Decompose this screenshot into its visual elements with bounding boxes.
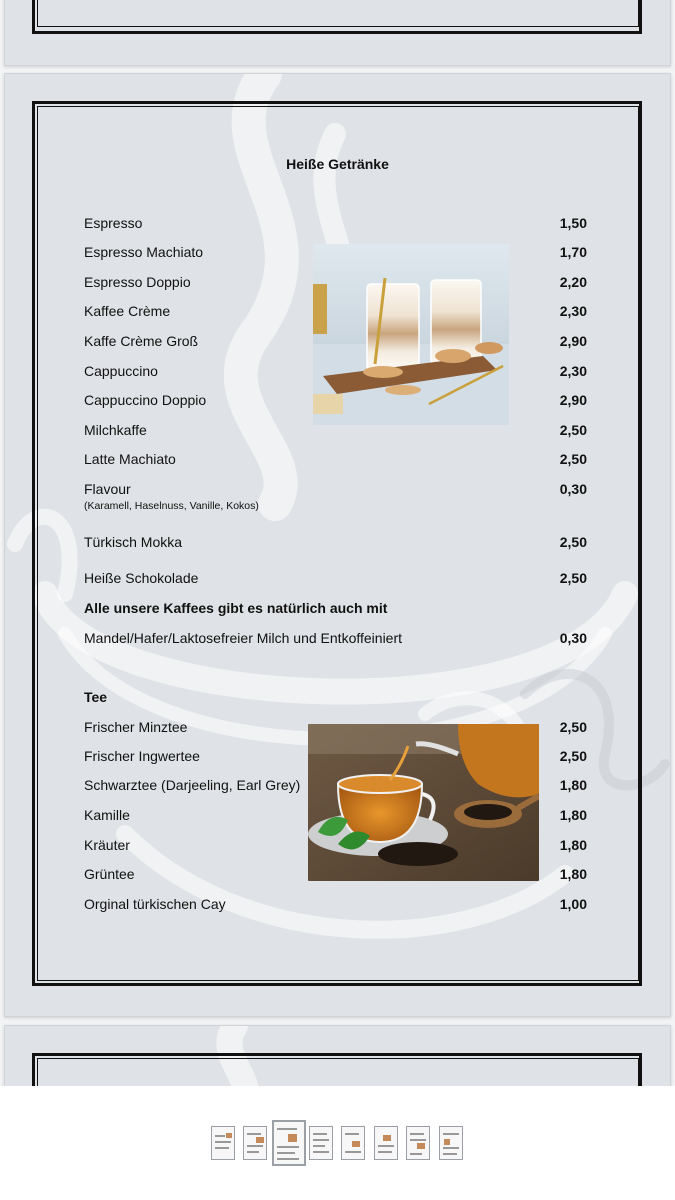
item-name: Cappuccino [84, 363, 158, 379]
item-name: Türkisch Mokka [84, 534, 183, 550]
page-thumbnail-5[interactable] [341, 1126, 365, 1160]
item-name: Kamille [84, 807, 130, 823]
menu-page-hot-drinks [4, 73, 671, 1017]
menu-title: Heiße Getränke [286, 156, 389, 172]
tea-heading-text: Tee [84, 689, 108, 705]
item-price: 1,80 [559, 807, 587, 823]
item-name: Latte Machiato [84, 451, 176, 467]
item-price: 0,30 [559, 481, 587, 497]
item-name: Kräuter [84, 837, 130, 853]
item-price: 2,20 [559, 274, 587, 290]
item-name: Flavour [84, 481, 131, 497]
page-thumbnail-4[interactable] [309, 1126, 333, 1160]
item-name: Frischer Ingwertee [84, 748, 200, 764]
item-name: Milchkaffe [84, 422, 147, 438]
item-price: 1,80 [559, 777, 587, 793]
item-name: Schwarztee (Darjeeling, Earl Grey) [84, 777, 301, 793]
item-price: 0,30 [559, 630, 587, 646]
item-price: 1,80 [559, 837, 587, 853]
item-price: 1,00 [559, 896, 587, 912]
item-price: 2,30 [559, 303, 587, 319]
item-price: 2,50 [559, 748, 587, 764]
item-price: 2,30 [559, 363, 587, 379]
item-price: 2,50 [559, 422, 587, 438]
item-price: 2,50 [559, 719, 587, 735]
item-name: Espresso [84, 215, 143, 231]
next-page [4, 1025, 671, 1086]
item-note: (Karamell, Haselnuss, Vanille, Kokos) [84, 500, 259, 512]
page-thumbnail-7[interactable] [406, 1126, 430, 1160]
item-price: 2,50 [559, 570, 587, 586]
item-price: 2,90 [559, 333, 587, 349]
page-thumbnail-2[interactable] [243, 1126, 267, 1160]
tea-photo [308, 724, 539, 881]
item-price: 1,70 [559, 244, 587, 260]
item-name: Grüntee [84, 866, 135, 882]
item-name: Heiße Schokolade [84, 570, 199, 586]
item-name: Espresso Machiato [84, 244, 204, 260]
page-thumbnail-1[interactable] [211, 1126, 235, 1160]
item-name: Cappuccino Doppio [84, 392, 207, 408]
item-price: 2,50 [559, 451, 587, 467]
item-name: Mandel/Hafer/Laktosefreier Milch und Entkoffeiniert [84, 630, 403, 646]
notice-text: Alle unsere Kaffees gibt es natürlich auch mit [84, 600, 388, 616]
item-name: Espresso Doppio [84, 274, 191, 290]
item-price: 1,80 [559, 866, 587, 882]
page-thumbnail-8[interactable] [439, 1126, 463, 1160]
item-price: 2,90 [559, 392, 587, 408]
previous-page [4, 0, 671, 66]
item-price: 2,50 [559, 534, 587, 550]
item-name: Kaffe Crème Groß [84, 333, 199, 349]
page-thumbnail-3[interactable] [272, 1120, 306, 1166]
item-name: Frischer Minztee [84, 719, 188, 735]
item-name: Orginal türkischen Cay [84, 896, 226, 912]
item-name: Kaffee Crème [84, 303, 171, 319]
page-thumbnail-strip [0, 1086, 675, 1200]
menu-row [84, 481, 587, 515]
item-price: 1,50 [559, 215, 587, 231]
page-thumbnail-6[interactable] [374, 1126, 398, 1160]
latte-macchiato-photo [313, 244, 509, 425]
